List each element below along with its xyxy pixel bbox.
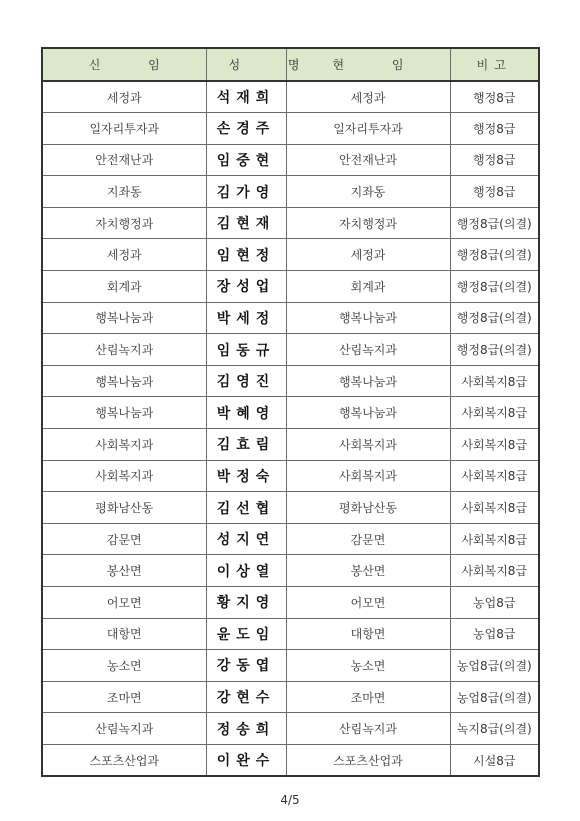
table-row — [42, 176, 539, 208]
remarks-cell: 행정8급 — [450, 81, 539, 113]
table-row — [42, 460, 539, 492]
name-cell: 임현정 — [206, 239, 286, 271]
current-post-cell: 스포츠산업과 — [286, 744, 450, 776]
current-post-cell: 산림녹지과 — [286, 334, 450, 366]
new-post-cell: 세정과 — [42, 81, 206, 113]
current-post-cell: 대항면 — [286, 618, 450, 650]
remarks-cell: 사회복지8급 — [450, 397, 539, 429]
name-cell: 김선협 — [206, 492, 286, 524]
new-post-cell: 행복나눔과 — [42, 397, 206, 429]
new-post-cell: 농소면 — [42, 650, 206, 682]
new-post-cell: 행복나눔과 — [42, 302, 206, 334]
table-row — [42, 113, 539, 145]
name-cell: 김영진 — [206, 365, 286, 397]
new-post-cell: 대항면 — [42, 618, 206, 650]
remarks-cell: 사회복지8급 — [450, 492, 539, 524]
table-row — [42, 650, 539, 682]
remarks-cell: 농업8급(의결) — [450, 681, 539, 713]
table-row — [42, 271, 539, 303]
current-post-cell: 농소면 — [286, 650, 450, 682]
current-post-cell: 어모면 — [286, 587, 450, 619]
header-remarks: 비고 — [450, 48, 539, 81]
new-post-cell: 사회복지과 — [42, 460, 206, 492]
current-post-cell: 행복나눔과 — [286, 302, 450, 334]
current-post-cell: 세정과 — [286, 239, 450, 271]
new-post-cell: 행복나눔과 — [42, 365, 206, 397]
table-row — [42, 144, 539, 176]
table-header-row — [42, 48, 539, 81]
table-row — [42, 523, 539, 555]
table-row — [42, 618, 539, 650]
table-row — [42, 302, 539, 334]
remarks-cell: 농업8급 — [450, 618, 539, 650]
table-row — [42, 334, 539, 366]
table-row — [42, 681, 539, 713]
table-row — [42, 365, 539, 397]
table-body — [42, 81, 539, 776]
table-row — [42, 713, 539, 745]
name-cell: 강동엽 — [206, 650, 286, 682]
current-post-cell: 회계과 — [286, 271, 450, 303]
name-cell: 임동규 — [206, 334, 286, 366]
current-post-cell: 감문면 — [286, 523, 450, 555]
new-post-cell: 세정과 — [42, 239, 206, 271]
table-row — [42, 492, 539, 524]
name-cell: 황지영 — [206, 587, 286, 619]
current-post-cell: 행복나눔과 — [286, 397, 450, 429]
current-post-cell: 봉산면 — [286, 555, 450, 587]
remarks-cell: 사회복지8급 — [450, 523, 539, 555]
name-cell: 박혜영 — [206, 397, 286, 429]
remarks-cell: 녹지8급(의결) — [450, 713, 539, 745]
name-cell: 정송희 — [206, 713, 286, 745]
new-post-cell: 봉산면 — [42, 555, 206, 587]
new-post-cell: 감문면 — [42, 523, 206, 555]
header-new-post: 신 임 — [42, 48, 206, 81]
name-cell: 김가영 — [206, 176, 286, 208]
remarks-cell: 행정8급 — [450, 176, 539, 208]
remarks-cell: 행정8급(의결) — [450, 207, 539, 239]
remarks-cell: 행정8급(의결) — [450, 334, 539, 366]
name-cell: 박정숙 — [206, 460, 286, 492]
remarks-cell: 시설8급 — [450, 744, 539, 776]
current-post-cell: 조마면 — [286, 681, 450, 713]
remarks-cell: 농업8급(의결) — [450, 650, 539, 682]
table-row — [42, 587, 539, 619]
new-post-cell: 자치행정과 — [42, 207, 206, 239]
new-post-cell: 산림녹지과 — [42, 713, 206, 745]
name-cell: 임중현 — [206, 144, 286, 176]
table-row — [42, 744, 539, 776]
name-cell: 김효림 — [206, 429, 286, 461]
table-row — [42, 207, 539, 239]
remarks-cell: 행정8급(의결) — [450, 239, 539, 271]
remarks-cell: 행정8급 — [450, 144, 539, 176]
current-post-cell: 평화남산동 — [286, 492, 450, 524]
current-post-cell: 행복나눔과 — [286, 365, 450, 397]
personnel-table — [41, 47, 540, 777]
name-cell: 김현재 — [206, 207, 286, 239]
current-post-cell: 자치행정과 — [286, 207, 450, 239]
name-cell: 윤도임 — [206, 618, 286, 650]
new-post-cell: 어모면 — [42, 587, 206, 619]
remarks-cell: 사회복지8급 — [450, 555, 539, 587]
remarks-cell: 사회복지8급 — [450, 460, 539, 492]
table-row — [42, 239, 539, 271]
current-post-cell: 산림녹지과 — [286, 713, 450, 745]
new-post-cell: 스포츠산업과 — [42, 744, 206, 776]
current-post-cell: 안전재난과 — [286, 144, 450, 176]
new-post-cell: 회계과 — [42, 271, 206, 303]
current-post-cell: 세정과 — [286, 81, 450, 113]
name-cell: 성지연 — [206, 523, 286, 555]
remarks-cell: 사회복지8급 — [450, 365, 539, 397]
page-number: 4/5 — [280, 793, 300, 807]
current-post-cell: 일자리투자과 — [286, 113, 450, 145]
current-post-cell: 지좌동 — [286, 176, 450, 208]
table-row — [42, 397, 539, 429]
current-post-cell: 사회복지과 — [286, 429, 450, 461]
table-row — [42, 555, 539, 587]
table-row — [42, 429, 539, 461]
name-cell: 박세정 — [206, 302, 286, 334]
remarks-cell: 행정8급 — [450, 113, 539, 145]
remarks-cell: 행정8급(의결) — [450, 302, 539, 334]
new-post-cell: 산림녹지과 — [42, 334, 206, 366]
new-post-cell: 사회복지과 — [42, 429, 206, 461]
new-post-cell: 조마면 — [42, 681, 206, 713]
name-cell: 장성업 — [206, 271, 286, 303]
header-current-post: 현 임 — [286, 48, 450, 81]
name-cell: 이완수 — [206, 744, 286, 776]
new-post-cell: 평화남산동 — [42, 492, 206, 524]
remarks-cell: 행정8급(의결) — [450, 271, 539, 303]
name-cell: 손경주 — [206, 113, 286, 145]
remarks-cell: 농업8급 — [450, 587, 539, 619]
current-post-cell: 사회복지과 — [286, 460, 450, 492]
new-post-cell: 일자리투자과 — [42, 113, 206, 145]
new-post-cell: 지좌동 — [42, 176, 206, 208]
name-cell: 석재희 — [206, 81, 286, 113]
remarks-cell: 사회복지8급 — [450, 429, 539, 461]
name-cell: 강현수 — [206, 681, 286, 713]
name-cell: 이상열 — [206, 555, 286, 587]
new-post-cell: 안전재난과 — [42, 144, 206, 176]
table-row — [42, 81, 539, 113]
header-name: 성 명 — [206, 48, 286, 81]
